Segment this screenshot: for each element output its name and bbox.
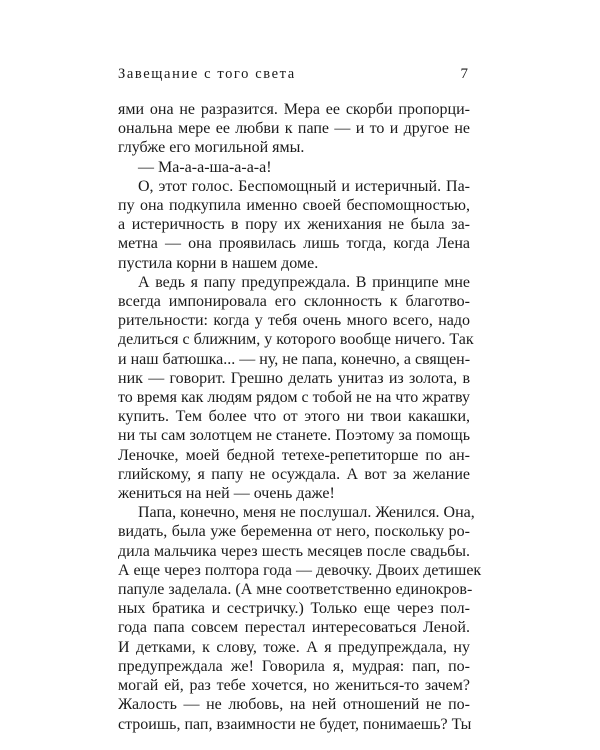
paragraph <box>118 158 470 177</box>
text-line: А еще через полтора года — девочку. Двоих детишек <box>118 561 482 579</box>
text-line: — Ма-а-а-ша-а-а-а! <box>138 158 272 176</box>
text-line: а истеричность в пору их женихания не была за- <box>118 216 470 234</box>
text-line: Жалость — не любовь, на ней отношений не по- <box>118 696 470 714</box>
body-text <box>118 100 482 734</box>
text-line: жениться на ней — очень даже! <box>118 485 335 503</box>
text-line: О, этот голос. Беспомощный и истеричный. Па- <box>138 177 470 195</box>
text-line: видать, была уже беременна от него, поскольку ро- <box>118 523 470 541</box>
text-line: глубже его могильной ямы. <box>118 139 305 157</box>
running-title: Завещание с того света <box>118 66 296 82</box>
text-line: пустила корни в нашем доме. <box>118 254 319 272</box>
text-line: метна — она проявилась лишь тогда, когда Лена <box>118 235 470 253</box>
running-head <box>118 66 470 86</box>
text-line: дила мальчика через шесть месяцев после свадьбы. <box>118 542 470 560</box>
paragraph <box>118 177 470 273</box>
text-line: могай ей, раз тебе хочется, но жениться-то зачем? <box>118 677 470 695</box>
text-line: года папа совсем перестал интересоваться Леной. <box>118 619 470 637</box>
paragraph <box>118 273 474 503</box>
text-line: ни ты сам золотцем не станете. Поэтому за помощь <box>118 427 470 445</box>
page-number: 7 <box>460 66 468 82</box>
text-line: ных братика и сестричку.) Только еще через пол- <box>118 600 470 618</box>
text-line: то время как людям рядом с тобой не на что жратву <box>118 389 470 407</box>
text-line: рительности: когда у тебя очень много всего, надо <box>118 312 470 330</box>
text-line: делиться с ближним, у которого вообще ничего. Так <box>118 331 474 349</box>
text-line: предупреждала же! Говорила я, мудрая: пап, по- <box>118 657 470 675</box>
text-line: пу она подкупила именно своей беспомощностью, <box>118 197 470 215</box>
text-line: ник — говорит. Грешно делать унитаз из золота, в <box>118 369 470 387</box>
text-line: папуле заделала. (А мне соответственно единокров- <box>118 581 473 599</box>
text-line: Леночке, моей бедной тетехе-репетиторше по ан- <box>118 446 470 464</box>
text-line: Папа, конечно, меня не послушал. Женился. Она, <box>138 504 475 522</box>
text-line: строишь, пап, взаимности не будет, понимаешь? Ты <box>118 715 472 733</box>
text-line: купить. Тем более что от этого ни твои какашки, <box>118 408 470 426</box>
text-line: и наш батюшка... — ну, не папа, конечно, а священ- <box>118 350 471 368</box>
text-line: А ведь я папу предупреждала. В принципе мне <box>138 273 470 291</box>
paragraph <box>118 100 470 158</box>
text-line: ональна мере ее любви к папе — и то и другое не <box>118 120 470 138</box>
text-line: глийскому, я папу не осуждала. А вот за желание <box>118 465 470 483</box>
text-line: ями она не разразится. Мера ее скорби пропорци- <box>118 101 470 118</box>
text-line: всегда импонировала его склонность к благотво- <box>118 293 470 311</box>
text-line: И детками, к слову, тоже. А я предупреждала, ну <box>118 638 470 656</box>
paragraph <box>118 503 482 733</box>
